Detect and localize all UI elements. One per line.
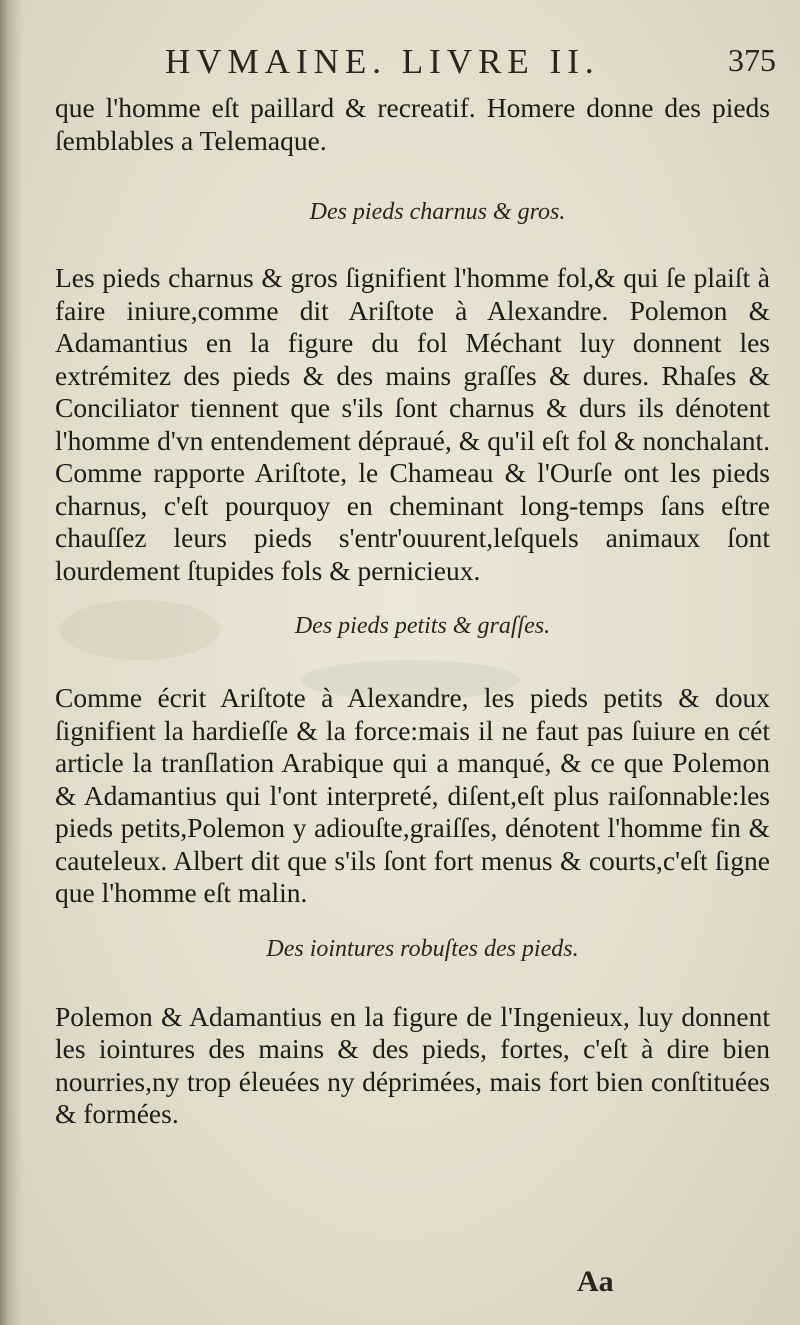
paragraph-continued: que l'homme eſt paillard & recreatif. Homere donne des pieds ſemblables a Telemaque. <box>55 92 770 156</box>
paragraph-pieds-charnus: Les pieds charnus & gros ſignifient l'homme fol,& qui ſe plaiſt à faire iniure,comme dit Ariſtote à Alexandre. Polemon & Adamantius en la figure du fol Méchant luy donnent les extrémitez des pieds & des mains graſſes & dures. Rhaſes & Conciliator tiennent que s'ils ſont charnus & durs ils dénotent l'homme d'vn entendement dépraué, & qu'il eſt fol & nonchalant. Comme rapporte Ariſtote, le Chameau & l'Ourſe ont les pieds charnus, c'eſt pourquoy en cheminant long-temps ſans eſtre chauſſez leurs pieds s'entr'ouurent,leſquels animaux ſont lourdement ſtupides fols & pernicieux. <box>55 262 770 586</box>
page-number: 375 <box>728 42 776 78</box>
page-content <box>55 40 776 1131</box>
paragraph-pieds-petits: Comme écrit Ariſtote à Alexandre, les pieds petits & doux ſignifient la hardieſſe & la force:mais il ne faut pas ſuiure en cét article la tranſlation Arabique qui a manqué, & ce que Polemon & Adamantius qui l'ont interpreté, diſent,eſt plus raiſonnable:les pieds petits,Polemon y adiouſte,graiſſes, dénotent l'homme fin & cauteleux. Albert dit que s'ils ſont fort menus & courts,c'eſt ſigne que l'homme eſt malin. <box>55 682 770 908</box>
running-title: HVMAINE. LIVRE II. <box>165 42 600 81</box>
catchword: Aa <box>577 1265 614 1298</box>
section-heading-pieds-petits: Des pieds petits & graſſes. <box>294 613 551 639</box>
section-heading-pieds-charnus: Des pieds charnus & gros. <box>309 199 566 225</box>
page-gutter <box>0 0 22 1325</box>
page-header <box>55 40 776 92</box>
paragraph-iointures: Polemon & Adamantius en la figure de l'Ingenieux, luy donnent les iointures des mains & des pieds, fortes, c'eſt à dire bien nourries,ny trop éleuées ny déprimées, mais fort bien conſtituées & formées. <box>55 1000 770 1129</box>
section-heading-iointures: Des iointures robuſtes des pieds. <box>266 935 579 962</box>
